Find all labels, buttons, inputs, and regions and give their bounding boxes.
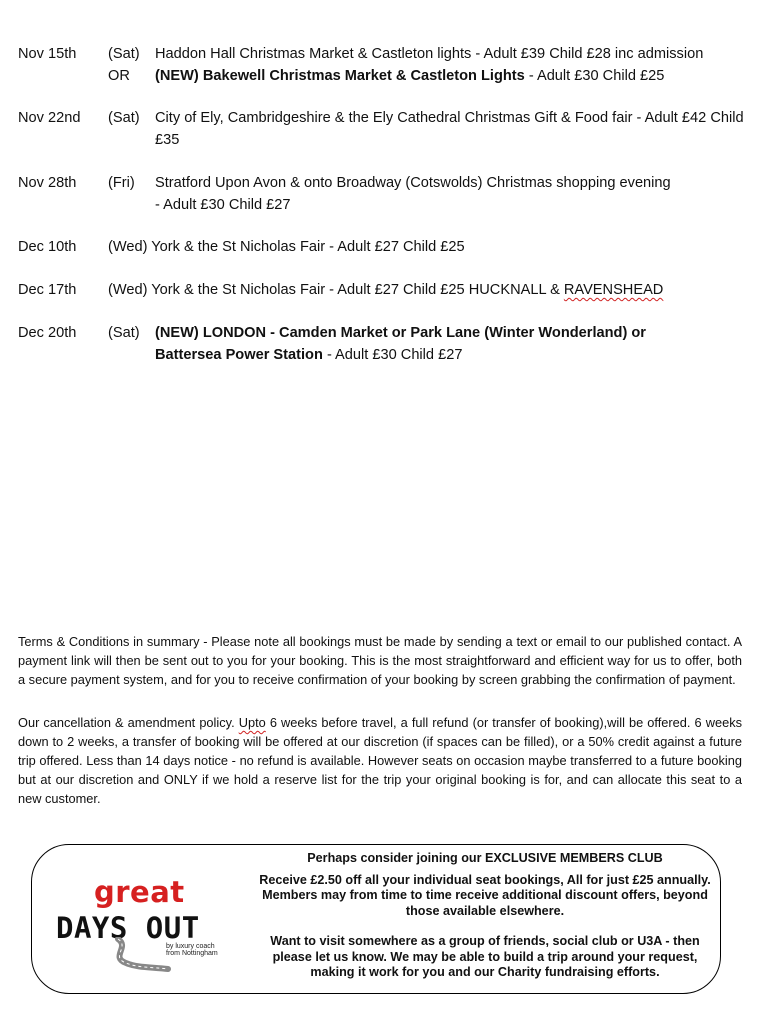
group-trips-note: Want to visit somewhere as a group of friends, social club or U3A - then please let us know. We may be able to build a trip around your request, making it work for you and our Charity fundraising efforts. <box>270 934 700 979</box>
trip-day: (Wed) <box>108 239 148 255</box>
trip-date: Dec 20th <box>18 325 77 341</box>
logo-word-great: great <box>94 875 185 909</box>
trip-description <box>108 236 703 258</box>
members-club-text <box>254 851 716 981</box>
members-club-box <box>31 844 721 994</box>
trip-description <box>155 322 695 366</box>
trip-date: Dec 10th <box>18 239 77 255</box>
logo-tagline-line2: from Nottingham <box>166 950 218 957</box>
trip-price: - Adult £30 Child £27 <box>155 197 291 213</box>
policy-text: 6 weeks before travel, a full refund (or transfer of booking),will be offered. 6 weeks down to 2 weeks, a transfer of booking will be offered at our discretion (if spaces can be filled), or a 50% credit against a future trip offered. Less than 14 days notice - no refund is available. However seats on occasion maybe transferred to a future booking but at our discretion and ONLY if we hold a reserve list for the trip your original booking is for, and can allocate this seat to a new customer. <box>18 715 742 806</box>
trip-alternative-price: - Adult £30 Child £25 <box>524 68 665 84</box>
trip-description: Stratford Upon Avon & onto Broadway (Cotswolds) Christmas shopping evening <box>155 175 671 191</box>
trip-day: (Sat) <box>108 325 140 341</box>
trip-description: Haddon Hall Christmas Market & Castleton lights - Adult £39 Child £28 inc admission <box>155 46 704 62</box>
trip-day: (Fri) <box>108 175 135 191</box>
trip-alternative <box>155 65 750 87</box>
logo-tagline-line1: by luxury coach <box>166 943 215 950</box>
trip-alternative-title: (NEW) Bakewell Christmas Market & Castleton Lights <box>155 68 525 84</box>
road-swoosh-icon <box>112 937 172 973</box>
trip-date: Nov 15th <box>18 46 77 62</box>
trip-day: (Wed) <box>108 282 148 298</box>
trip-description-text: York & the St Nicholas Fair - Adult £27 Child £25 HUCKNALL & <box>151 282 564 298</box>
policy-intro: Our cancellation & amendment policy. <box>18 715 239 730</box>
trip-description: City of Ely, Cambridgeshire & the Ely Cathedral Christmas Gift & Food fair - Adult £42 Child £35 <box>155 110 744 148</box>
trip-day: (Sat) <box>108 46 140 62</box>
trip-day: (Sat) <box>108 110 140 126</box>
members-club-heading: Perhaps consider joining our EXCLUSIVE MEMBERS CLUB <box>307 851 663 865</box>
spellcheck-flagged-word: Upto <box>238 715 266 730</box>
terms-summary: Terms & Conditions in summary - Please note all bookings must be made by sending a text or email to our published contact. A payment link will then be sent out to you for your booking. This is the most straightforward and efficient way for us to offer, both a secure payment system, and for you to receive confirmation of your booking by screen grabbing the confirmation of payment. <box>18 634 742 687</box>
trip-or-label: OR <box>108 68 130 84</box>
cancellation-policy <box>18 713 742 808</box>
trip-title: (NEW) LONDON - Camden Market or Park Lane (Winter Wonderland) or Battersea Power Station <box>155 325 646 363</box>
logo-tagline <box>166 943 218 957</box>
great-days-out-logo <box>52 875 242 975</box>
trip-description <box>108 279 703 301</box>
members-club-offer: Receive £2.50 off all your individual seat bookings, All for just £25 annually. Members may from time to time receive additional discount offers, beyond those available elsewhere. <box>259 872 711 918</box>
trip-date: Nov 22nd <box>18 110 81 126</box>
spellcheck-flagged-word: RAVENSHEAD <box>563 282 664 298</box>
trip-price: - Adult £30 Child £27 <box>322 347 463 363</box>
logo-word-days-out: DAYS OUT <box>56 911 200 945</box>
trip-date: Nov 28th <box>18 175 77 191</box>
trip-date: Dec 17th <box>18 282 77 298</box>
trip-description-text: York & the St Nicholas Fair - Adult £27 Child £25 <box>151 239 465 255</box>
